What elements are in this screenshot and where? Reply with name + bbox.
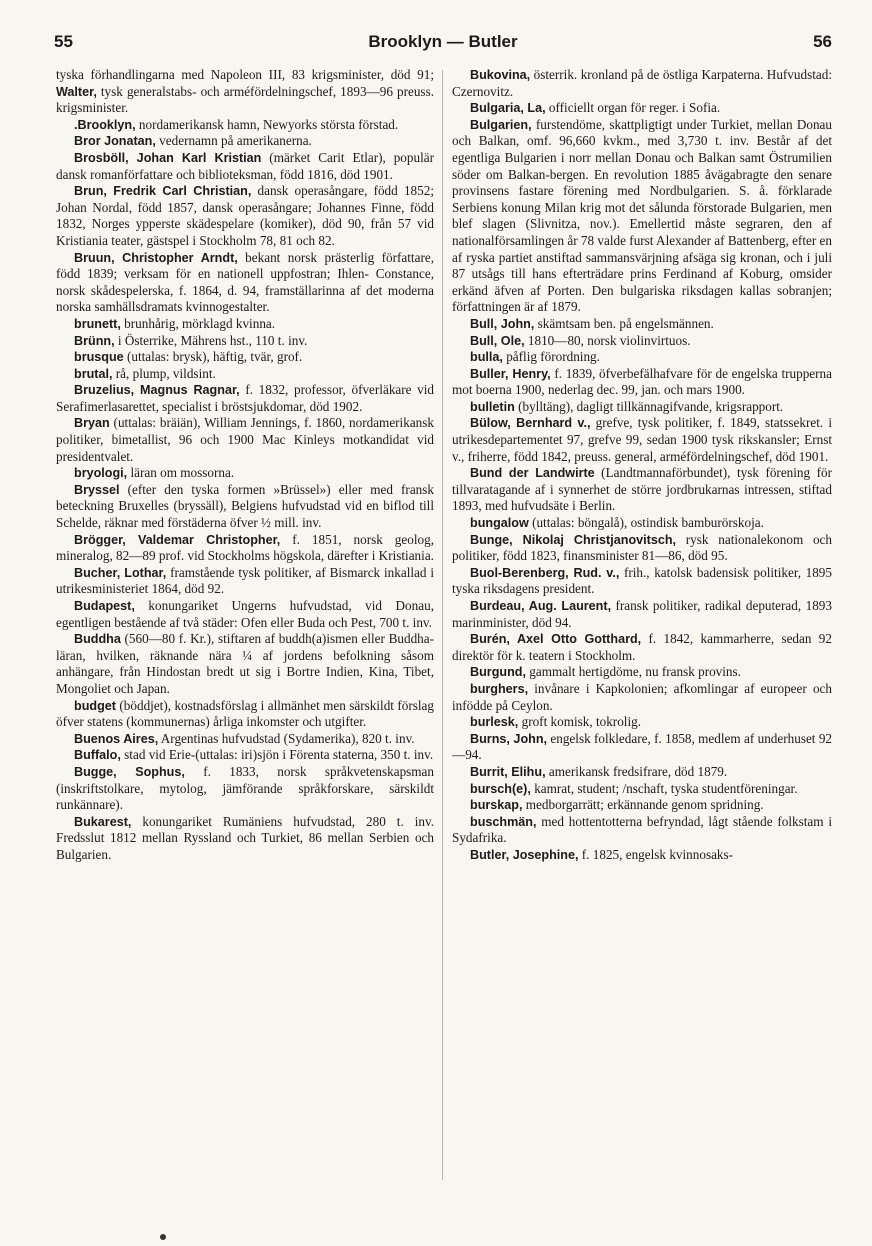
entry-text: rå, plump, vildsint. bbox=[112, 365, 216, 381]
entry-text: stad vid Erie-(uttalas: iri)sjön i Förenta staterna, 350 t. inv. bbox=[120, 747, 434, 763]
entry-headword: Bryan bbox=[74, 416, 110, 431]
entry-text: f. 1839, öfverbefälhafvare för de engelska trupperna mot boerna 1900, nederlag dec. 99, jan. och mars 1900. bbox=[452, 365, 832, 398]
entry-headword: Brögger, Valdemar Christopher, bbox=[74, 532, 281, 547]
entry-headword: Bryssel bbox=[74, 482, 120, 497]
entry-text: frih., katolsk badensisk politiker, 1895 tyska riksdagens president. bbox=[452, 564, 832, 597]
entry-text: rysk nationalekonom och politiker, född 1823, finansminister 81—86, död 95. bbox=[452, 531, 833, 564]
entry-headword: Bulgarien, bbox=[470, 117, 532, 132]
dictionary-entry bbox=[56, 382, 434, 415]
entry-text: (uttalas: böngalå), ostindisk bamburörskoja. bbox=[528, 515, 764, 531]
entry-text: (böddjet), kostnadsförslag i allmänhet men särskildt förslag öfver statens (kommunernas) årliga inkomster och utgifter. bbox=[56, 697, 434, 730]
entry-headword: Bucher, Lothar, bbox=[74, 565, 167, 580]
dictionary-entry bbox=[56, 465, 434, 482]
entry-headword: Bukarest, bbox=[74, 814, 132, 829]
entry-headword: bryologi, bbox=[74, 466, 128, 481]
dictionary-entry bbox=[56, 764, 434, 814]
entry-text: (efter den tyska formen »Brüssel») eller med fransk beteckning Bruxelles (bryssäll), Belgiens hufvudstad vid en biflod till Schelde, räknar med förstäderna öfver ½ mill. inv. bbox=[56, 481, 434, 531]
dictionary-entry bbox=[56, 316, 434, 333]
entry-headword: Bruzelius, Magnus Ragnar, bbox=[74, 383, 240, 398]
running-title: Brooklyn — Butler bbox=[368, 32, 518, 51]
entry-headword: Butler, Josephine, bbox=[470, 847, 579, 862]
entry-headword: burlesk, bbox=[470, 715, 519, 730]
entry-headword: Bülow, Bernhard v., bbox=[470, 416, 591, 431]
dictionary-entry bbox=[452, 465, 832, 515]
dictionary-entry bbox=[56, 532, 434, 565]
dictionary-entry bbox=[452, 664, 832, 681]
dictionary-entry bbox=[56, 598, 434, 631]
entry-text: f. 1842, kammarherre, sedan 92 direktör för k. teatern i Stockholm. bbox=[452, 631, 832, 663]
entry-text: bekant norsk prästerlig författare, född 1839; verksam för en nationell uppfostran; Ihlen- Constance, norsk skådespelerska, f. 1864, d. 94, framställarinna af det moderna norska samhällsdramats kvinnogestalter. bbox=[56, 249, 434, 315]
entry-headword: Buffalo, bbox=[74, 748, 121, 763]
entry-text: kamrat, student; /nschaft, tyska studentföreningar. bbox=[530, 780, 798, 796]
entry-headword: Burdeau, Aug. Laurent, bbox=[470, 599, 612, 613]
entry-headword: bulletin bbox=[470, 399, 515, 414]
entry-text: medborgarrätt; erkännande genom spridning. bbox=[522, 797, 764, 813]
entry-text: (uttalas: brysk), häftig, tvär, grof. bbox=[123, 349, 303, 365]
entry-headword: Brun, Fredrik Carl Christian, bbox=[74, 184, 252, 199]
entry-text: gammalt hertigdöme, nu fransk provins. bbox=[525, 664, 741, 680]
dictionary-entry bbox=[452, 598, 832, 631]
dictionary-entry bbox=[452, 731, 832, 764]
entry-headword: Burgund, bbox=[470, 665, 526, 680]
entry-text: (560—80 f. Kr.), stiftaren af buddh(a)ismen eller Buddha-läran, hvilken, räknande nära ¼ af jordens befolkning såsom anhängare, från Hindostan bredt ut sig i Bortre Indien, Kina, Tibet, Mongoliet och Japan. bbox=[56, 631, 434, 696]
entry-text: 1810—80, norsk violinvirtuos. bbox=[524, 332, 691, 348]
dictionary-entry bbox=[452, 316, 832, 333]
dictionary-entry bbox=[56, 482, 434, 532]
entry-headword: brusque bbox=[74, 350, 124, 365]
dictionary-entry bbox=[452, 117, 832, 316]
dictionary-entry bbox=[56, 250, 434, 316]
entry-text: (uttalas: bräiän), William Jennings, f. 1860, nordamerikansk politiker, bimetallist, 96 och 1900 Mac Kinleys motkandidat vid presidentvalet. bbox=[56, 415, 434, 464]
left-column bbox=[56, 67, 434, 864]
page-number-left: 55 bbox=[54, 32, 73, 51]
entry-text: brunhårig, mörklagd kvinna. bbox=[120, 315, 276, 331]
dictionary-entry bbox=[56, 183, 434, 249]
page-number-right: 56 bbox=[813, 32, 832, 51]
entry-headword: bursch(e), bbox=[470, 781, 531, 796]
dictionary-entry bbox=[56, 747, 434, 764]
dictionary-entry bbox=[452, 515, 832, 532]
entry-text: tysk generalstabs- och arméfördelningschef, 1893—96 preuss. krigsminister. bbox=[56, 83, 434, 116]
entry-text: (märket Carit Etlar), populär dansk romanförfattare och biblioteksman, född 1816, död 1901. bbox=[56, 149, 434, 182]
entry-headword: Bull, Ole, bbox=[470, 333, 525, 348]
dictionary-entry bbox=[56, 117, 434, 134]
entry-text: nordamerikansk hamn, Newyorks största förstad. bbox=[135, 116, 399, 132]
dictionary-entry bbox=[452, 797, 832, 814]
ink-mark bbox=[160, 1234, 166, 1240]
entry-headword: Bukovina, bbox=[470, 68, 531, 82]
dictionary-entry bbox=[452, 847, 832, 864]
entry-text: f. 1832, professor, öfverläkare vid Serafimerlasarettet, specialist i bröstsjukdomar, död 1902. bbox=[56, 382, 435, 414]
dictionary-entry bbox=[56, 731, 434, 748]
entry-text: officiellt organ för reger. i Sofia. bbox=[545, 100, 721, 116]
dictionary-entry bbox=[56, 366, 434, 383]
dictionary-entry bbox=[452, 100, 832, 117]
entry-text: påflig förordning. bbox=[502, 349, 600, 365]
entry-headword: Buller, Henry, bbox=[470, 366, 551, 381]
entry-headword: Budapest, bbox=[74, 599, 135, 613]
dictionary-entry bbox=[452, 764, 832, 781]
dictionary-entry bbox=[452, 714, 832, 731]
entry-headword: brunett, bbox=[74, 316, 121, 331]
entry-headword: Bund der Landwirte bbox=[470, 466, 595, 481]
entry-text: tyska förhandlingarna med Napoleon III, 83 krigsminister, död 91; bbox=[56, 67, 434, 82]
page-header bbox=[54, 32, 832, 54]
dictionary-entry bbox=[452, 366, 832, 399]
entry-text: f. 1825, engelsk kvinnosaks- bbox=[578, 846, 734, 862]
dictionary-entry bbox=[56, 133, 434, 150]
entry-headword: Brünn, bbox=[74, 333, 115, 348]
entry-text: (Landtmannaförbundet), tysk förening för tillvaratagande af i synnerhet de större jordbrukarnas intressen, stiftad 1893, med hufvudsäte i Berlin. bbox=[452, 465, 832, 514]
entry-headword: Buenos Aires, bbox=[74, 731, 159, 746]
entry-text: engelsk folkledare, f. 1858, medlem af underhuset 92—94. bbox=[452, 730, 833, 763]
dictionary-entry bbox=[452, 681, 832, 714]
dictionary-entry bbox=[56, 150, 434, 183]
entry-text: vedernamn på amerikanerna. bbox=[155, 133, 312, 149]
entry-headword: buschmän, bbox=[470, 814, 537, 829]
dictionary-entry bbox=[56, 67, 434, 117]
dictionary-entry bbox=[452, 532, 832, 565]
right-column bbox=[452, 67, 832, 864]
entry-text: österrik. kronland på de östliga Karpaterna. Hufvudstad: Czernovitz. bbox=[452, 67, 832, 99]
dictionary-entry bbox=[452, 67, 832, 100]
entry-headword: bungalow bbox=[470, 516, 529, 531]
entry-text: skämtsam ben. på engelsmännen. bbox=[534, 315, 714, 331]
entry-text: framstående tysk politiker, af Bismarck inkallad i utrikesministeriet 1864, död 92. bbox=[56, 564, 434, 597]
entry-text: med hottentotterna befryndad, lågt stående folkstam i Sydafrika. bbox=[452, 813, 832, 846]
entry-headword: Bulgaria, La, bbox=[470, 101, 546, 116]
dictionary-entry bbox=[452, 814, 832, 847]
dictionary-entry bbox=[56, 349, 434, 366]
entry-headword: Walter, bbox=[56, 84, 97, 99]
entry-text: f. 1851, norsk geolog, mineralog, 82—89 prof. vid Stockholms högskola, därefter i Kristiania. bbox=[56, 531, 434, 564]
dictionary-entry bbox=[56, 565, 434, 598]
entry-text: konungariket Ungerns hufvudstad, vid Donau, egentligen bestående af två städer: Ofen eller Buda och Pest, 700 t. inv. bbox=[56, 598, 434, 630]
entry-headword: burskap, bbox=[470, 798, 523, 813]
entry-text: grefve, tysk politiker, f. 1849, statssekret. i utrikesdepartementet 97, grefve 99, sedan 1900 tysk rikskansler; Ernst v., friherre, född 1842, preuss. general, arméfördelningschef, död 1901. bbox=[452, 415, 832, 464]
dictionary-entry bbox=[56, 631, 434, 697]
dictionary-entry bbox=[452, 399, 832, 416]
entry-headword: Burrit, Elihu, bbox=[470, 764, 546, 779]
entry-headword: .Brooklyn, bbox=[74, 117, 136, 132]
entry-text: (bylltäng), dagligt tillkännagifvande, krigsrapport. bbox=[514, 398, 784, 414]
entry-text: Argentinas hufvudstad (Sydamerika), 820 t. inv. bbox=[158, 730, 415, 746]
entry-headword: Bruun, Christopher Arndt, bbox=[74, 250, 238, 265]
column-divider bbox=[442, 70, 443, 1180]
entry-headword: Burns, John, bbox=[470, 731, 548, 746]
entry-text: dansk operasångare, född 1852; Johan Nordal, född 1857, dansk operasångare; Johannes Finne, född 1832, Norges ypperste skädespelare (komiker), död 90, från 57 vid Kristiania teater, gästspel i Stockholm 78, 81 och 82. bbox=[56, 183, 434, 248]
dictionary-entry bbox=[56, 415, 434, 465]
entry-headword: budget bbox=[74, 698, 116, 713]
dictionary-entry bbox=[452, 415, 832, 465]
entry-headword: brutal, bbox=[74, 366, 113, 381]
dictionary-entry bbox=[452, 565, 832, 598]
entry-headword: bulla, bbox=[470, 350, 503, 365]
dictionary-entry bbox=[452, 631, 832, 664]
entry-headword: burghers, bbox=[470, 681, 529, 696]
entry-headword: Bunge, Nikolaj Christjanovitsch, bbox=[470, 532, 677, 547]
dictionary-entry bbox=[56, 333, 434, 350]
entry-text: groft komisk, tokrolig. bbox=[518, 714, 642, 730]
dictionary-entry bbox=[56, 814, 434, 864]
entry-headword: Bull, John, bbox=[470, 316, 535, 331]
dictionary-entry bbox=[452, 333, 832, 350]
entry-headword: Burén, Axel Otto Gotthard, bbox=[470, 632, 642, 647]
entry-text: furstendöme, skattpligtigt under Turkiet, mellan Donau och Balkan, omf. 96,660 kvkm., med 3,730 t. inv. Består af det egentliga Bulgarien i norr mellan Donau och Balkan samt Östrumilien söder om Balkan-bergen. En revolution 1885 åvägabragte den senare provinsens fastare förening med Nordbulgarien. S. å. förklarade Serbiens konung Milan krig mot det sålunda förstorade Bulgarien, men blef slagen (Slivnitza, nov.). Emellertid måste segraren, den af nationalförsamlingen år 78 valde furst Alexander af Battenberg, efter en af ryska partiet anstiftad sammansvärjning afsäga sig kronan, och i juli 87 utsågs till hans efterträdare prins Ferdinand af Koburg, omsider erkänd äfven af Porten. Den bulgariska riksdagen kallas sobranjen; författningen är af 1879. bbox=[452, 116, 832, 315]
entry-headword: Buol-Berenberg, Rud. v., bbox=[470, 565, 620, 580]
entry-headword: Bugge, Sophus, bbox=[74, 764, 185, 779]
entry-text: f. 1833, norsk språkvetenskapsman (inskriftstolkare, mytolog, jämförande språkforskare, särskildt runkännare). bbox=[56, 763, 434, 813]
entry-headword: Buddha bbox=[74, 632, 121, 647]
entry-text: fransk politiker, radikal deputerad, 1893 marinminister, död 94. bbox=[452, 598, 832, 630]
dictionary-entry bbox=[452, 781, 832, 798]
entry-text: konungariket Rumäniens hufvudstad, 280 t. inv. Fredsslut 1812 mellan Ryssland och Turkiet, 86 mellan Serbien och Bulgarien. bbox=[56, 813, 434, 862]
entry-headword: Bror Jonatan, bbox=[74, 134, 156, 149]
entry-text: invånare i Kapkolonien; afkomlingar af europeer och infödde på Ceylon. bbox=[452, 680, 832, 713]
entry-headword: Brosböll, Johan Karl Kristian bbox=[74, 150, 262, 165]
dictionary-entry bbox=[56, 698, 434, 731]
entry-text: läran om mossorna. bbox=[127, 465, 235, 481]
entry-text: amerikansk fredsifrare, död 1879. bbox=[545, 763, 728, 779]
dictionary-entry bbox=[452, 349, 832, 366]
entry-text: i Österrike, Mährens hst., 110 t. inv. bbox=[114, 332, 308, 348]
